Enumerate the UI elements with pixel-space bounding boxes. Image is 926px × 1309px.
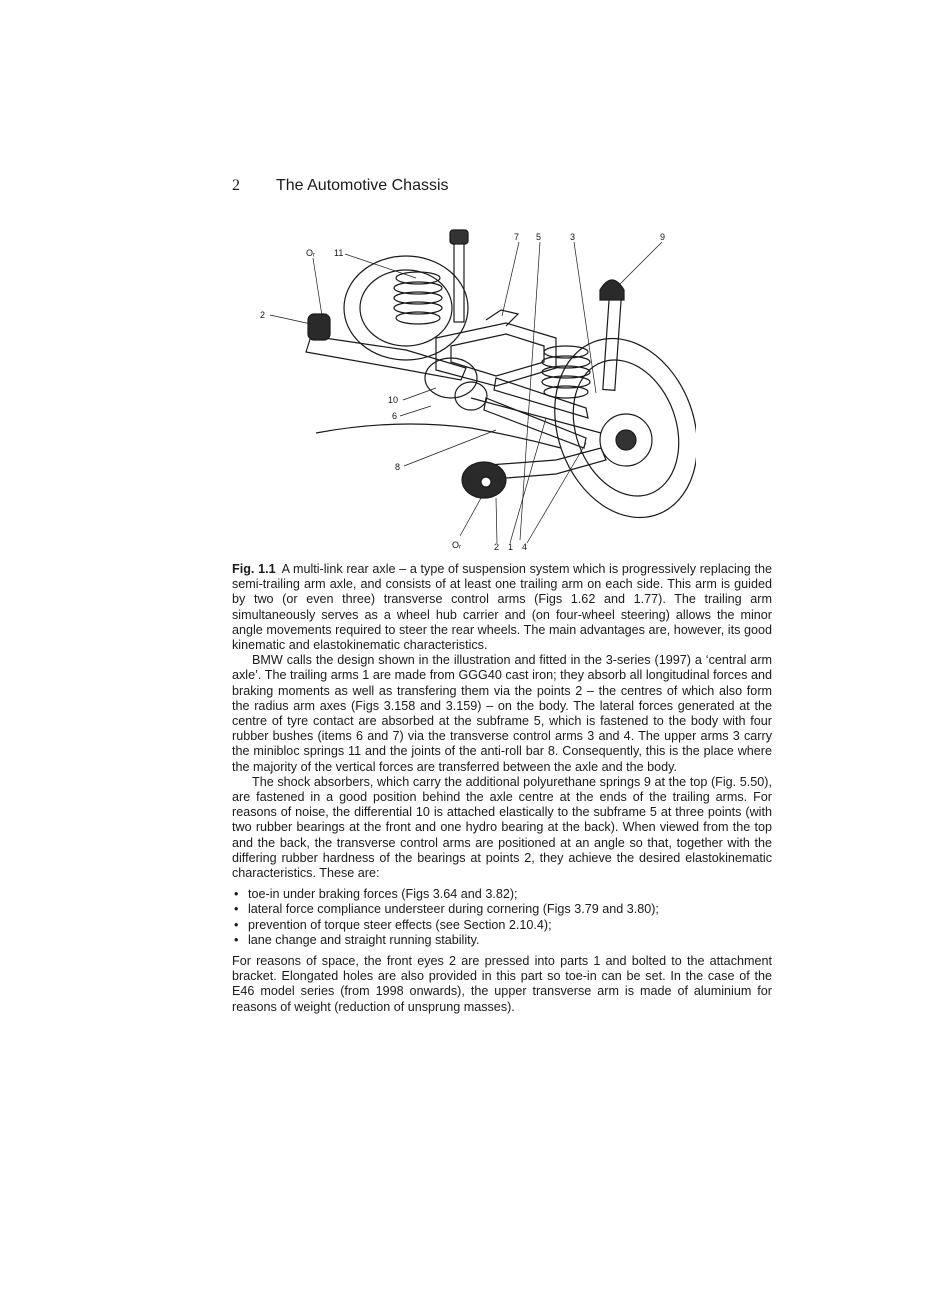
- body-text: [232, 562, 772, 1015]
- drawing-lines: [306, 230, 696, 538]
- rear-axle-drawing: [256, 228, 696, 558]
- callout-5: 5: [536, 232, 542, 242]
- callout-1: 1: [508, 542, 514, 552]
- callout-3: 3: [570, 232, 576, 242]
- callout-7: 7: [514, 232, 520, 242]
- wheel-hub: [616, 430, 636, 450]
- paragraph-1: BMW calls the design shown in the illustration and fitted in the 3-series (1997) a ‘central arm axle’. The trailing arms 1 are made from GGG40 cast iron; they absorb all longitudinal forces and braking moments as well as transfering them via the points 2 – the centres of which also form the radius arm axes (Figs 3.158 and 3.159) – on the body. The lateral forces generated at the centre of tyre contact are absorbed at the subframe 5, which is fastened to the body with four rubber bushes (items 6 and 7) via the transverse control arms 3 and 4. The upper arms 3 carry the minibloc springs 11 and the joints of the anti-roll bar 8. Consequently, this is the place where the majority of the vertical forces are transferred between the axle and the body.: [232, 653, 772, 774]
- left-shock-mount: [450, 230, 468, 244]
- left-coil-spring: [394, 272, 442, 324]
- paragraph-3: For reasons of space, the front eyes 2 are pressed into parts 1 and bolted to the attachment bracket. Elongated holes are also provided in this part so toe-in can be set. In the case of the E46 model series (from 1998 onwards), the upper transverse arm is made of aluminium for reasons of weight (reduction of unsprung masses).: [232, 954, 772, 1014]
- figure-caption: [232, 562, 772, 653]
- anti-roll-bar: [316, 424, 561, 448]
- polyurethane-spring: [600, 280, 624, 300]
- callout-2-left: 2: [260, 310, 266, 320]
- callout-9: 9: [660, 232, 666, 242]
- caption-text: A multi-link rear axle – a type of suspension system which is progressively replacing the semi-trailing arm axle, and consists of at least one trailing arm on each side. This arm is guided by two (or even three) transverse control arms (Figs 1.62 and 1.77). The trailing arm simultaneously serves as a wheel hub carrier and (on four-wheel steering) allows the minor angle movements required to steer the rear wheels. The main advantages are, however, its good kinematic and elastokinematic characteristics.: [232, 562, 772, 653]
- running-head: [232, 177, 449, 195]
- left-front-bush: [308, 314, 330, 340]
- callout-8: 8: [395, 462, 401, 472]
- callout-2-bottom: 2: [494, 542, 500, 552]
- left-wheel-rim: [360, 270, 452, 346]
- callout-o-r-bottom: Oᵣ: [452, 540, 462, 550]
- callout-11: 11: [334, 248, 344, 258]
- left-wheel: [344, 256, 468, 360]
- list-item: • lane change and straight running stability.: [232, 933, 772, 948]
- page-number: 2: [232, 177, 240, 194]
- list-item: • prevention of torque steer effects (see Section 2.10.4);: [232, 918, 772, 933]
- list-item: • lateral force compliance understeer during cornering (Figs 3.79 and 3.80);: [232, 902, 772, 917]
- callout-4: 4: [522, 542, 528, 552]
- callout-10: 10: [388, 395, 399, 405]
- list-item: • toe-in under braking forces (Figs 3.64 and 3.82);: [232, 887, 772, 902]
- characteristics-list: [232, 887, 772, 948]
- callout-o-r-top: Oᵣ: [306, 248, 316, 258]
- running-title: The Automotive Chassis: [276, 177, 449, 194]
- right-coil-spring: [542, 346, 590, 398]
- right-shock-absorber: [603, 298, 621, 391]
- paragraph-2: The shock absorbers, which carry the additional polyurethane springs 9 at the top (Fig. 5.50), are fastened in a good position behind the axle centre at the ends of the trailing arms. For reasons of noise, the differential 10 is attached elastically to the subframe 5 at three points (with two rubber bearings at the front and one hydro bearing at the back). When viewed from the top and the back, the transverse control arms are positioned at an angle so that, together with the differing rubber hardness of the bearings at points 2, they achieve the desired elastokinematic characteristics. These are:: [232, 774, 772, 881]
- differential-cover: [455, 382, 487, 410]
- figure-label: Fig. 1.1: [232, 562, 276, 576]
- bush-eye: [481, 477, 491, 487]
- right-wheel-rim: [555, 345, 696, 511]
- suspension-illustration: [256, 228, 696, 558]
- callout-6: 6: [392, 411, 398, 421]
